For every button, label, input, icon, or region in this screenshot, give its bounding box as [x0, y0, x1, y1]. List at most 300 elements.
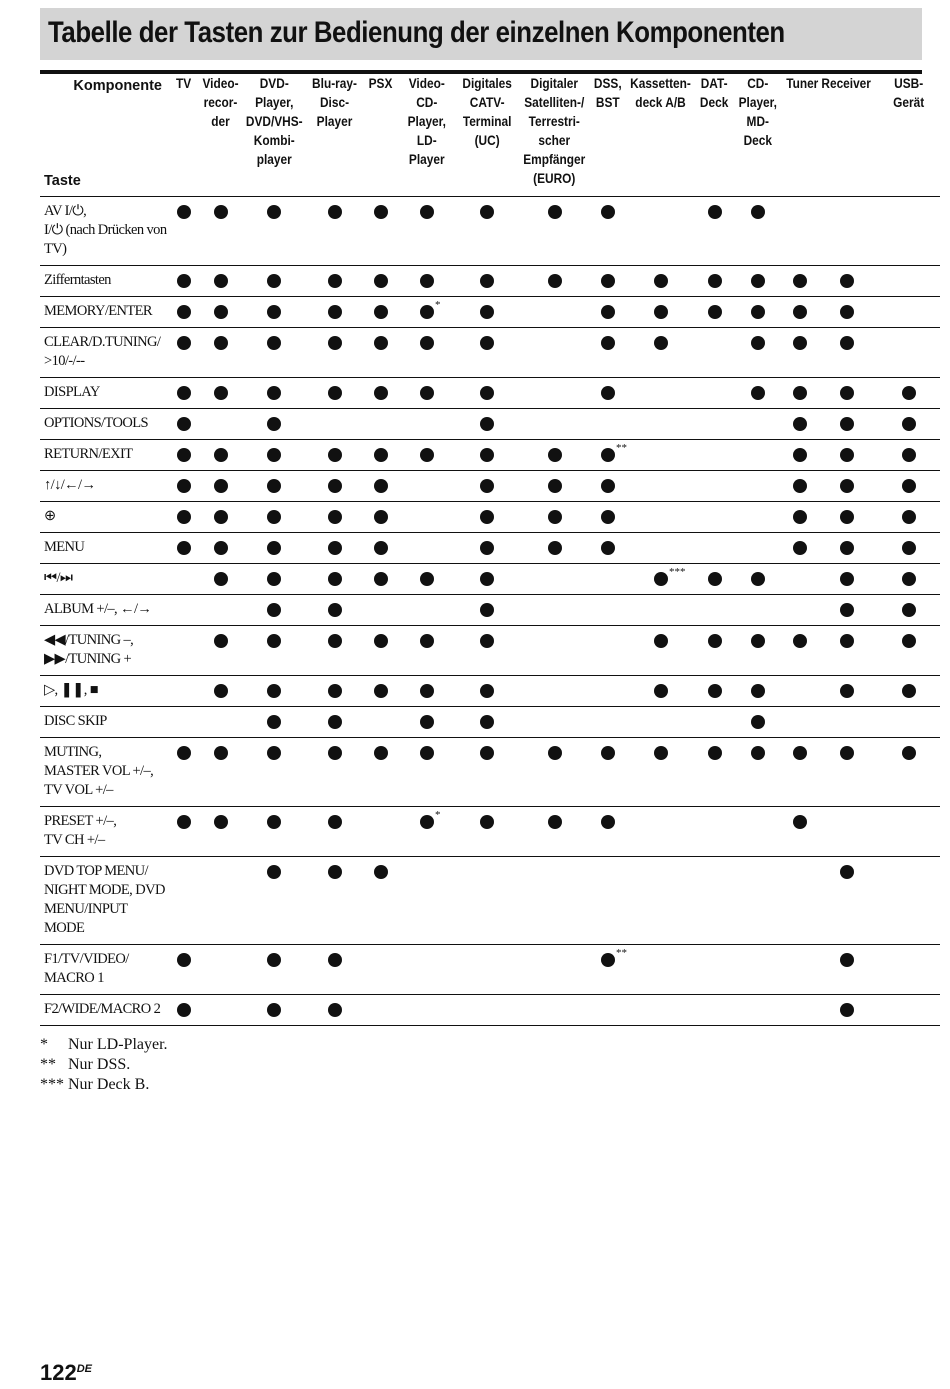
column-header-label: Kassetten- deck A/B — [630, 76, 692, 110]
mark-cell — [784, 738, 816, 807]
mark-cell — [625, 995, 697, 1026]
supported-dot-wrap — [480, 595, 494, 622]
mark-cell — [199, 440, 242, 471]
mark-cell — [199, 857, 242, 945]
supported-dot-wrap — [328, 626, 342, 653]
supported-dot-wrap — [902, 378, 916, 405]
mark-cell — [306, 738, 363, 807]
supported-dot-wrap — [374, 738, 388, 765]
supported-dot-icon — [708, 684, 722, 698]
supported-dot-wrap — [793, 409, 807, 436]
supported-dot-icon — [267, 510, 281, 524]
supported-dot-icon — [840, 746, 854, 760]
mark-cell — [877, 857, 940, 945]
supported-dot-wrap — [751, 564, 765, 591]
column-header — [456, 74, 518, 197]
mark-cell — [456, 676, 518, 707]
supported-dot-wrap — [214, 738, 228, 765]
supported-dot-icon — [267, 274, 281, 288]
supported-dot-wrap — [177, 738, 191, 765]
mark-cell — [398, 440, 456, 471]
supported-dot-wrap — [267, 595, 281, 622]
mark-cell — [784, 995, 816, 1026]
supported-dot-wrap — [328, 857, 342, 884]
mark-cell — [456, 266, 518, 297]
mark-cell — [398, 857, 456, 945]
mark-cell — [306, 502, 363, 533]
supported-dot-icon — [374, 541, 388, 555]
supported-dot-icon — [480, 634, 494, 648]
supported-dot-wrap — [751, 197, 765, 224]
supported-dot-wrap — [420, 707, 434, 734]
mark-cell — [398, 328, 456, 378]
mark-cell — [363, 995, 398, 1026]
supported-dot-icon — [480, 815, 494, 829]
mark-cell — [306, 440, 363, 471]
mark-cell — [456, 807, 518, 857]
supported-dot-icon — [177, 417, 191, 431]
supported-dot-wrap — [840, 533, 854, 560]
supported-dot-icon — [654, 572, 668, 586]
supported-dot-icon — [548, 205, 562, 219]
supported-dot-icon — [177, 541, 191, 555]
supported-dot-wrap — [480, 564, 494, 591]
mark-cell — [398, 197, 456, 266]
supported-dot-icon — [793, 479, 807, 493]
mark-cell — [625, 626, 697, 676]
table-row — [40, 328, 940, 378]
mark-cell — [625, 676, 697, 707]
supported-dot-icon — [480, 715, 494, 729]
mark-cell — [625, 378, 697, 409]
mark-cell — [697, 297, 732, 328]
key-component-table — [40, 74, 940, 1026]
supported-dot-icon — [420, 634, 434, 648]
mark-cell — [456, 945, 518, 995]
supported-dot-icon — [751, 572, 765, 586]
mark-cell — [242, 676, 306, 707]
supported-dot-wrap — [374, 440, 388, 467]
supported-dot-icon — [480, 510, 494, 524]
supported-dot-icon — [267, 305, 281, 319]
supported-dot-wrap — [793, 328, 807, 355]
mark-cell — [398, 595, 456, 626]
supported-dot-icon — [328, 684, 342, 698]
supported-dot-wrap — [214, 378, 228, 405]
mark-cell — [306, 564, 363, 595]
supported-dot-icon — [177, 953, 191, 967]
key-label: MEMORY/ENTER — [40, 297, 168, 328]
mark-cell — [456, 738, 518, 807]
mark-cell — [816, 738, 877, 807]
supported-dot-icon — [654, 336, 668, 350]
supported-dot-icon — [840, 603, 854, 617]
mark-cell — [363, 471, 398, 502]
supported-dot-wrap — [328, 707, 342, 734]
mark-cell — [363, 564, 398, 595]
mark-cell — [242, 738, 306, 807]
supported-dot-icon — [374, 746, 388, 760]
supported-dot-icon — [601, 746, 615, 760]
mark-cell — [363, 328, 398, 378]
supported-dot-icon — [374, 572, 388, 586]
column-header — [697, 74, 732, 197]
column-header-label: DAT- Deck — [700, 76, 729, 110]
supported-dot-wrap — [480, 626, 494, 653]
supported-dot-icon — [214, 305, 228, 319]
mark-cell — [591, 626, 625, 676]
supported-dot-wrap — [654, 738, 668, 765]
supported-dot-wrap — [601, 533, 615, 560]
mark-cell — [625, 409, 697, 440]
supported-dot-icon — [267, 541, 281, 555]
column-header-label: CD- Player, MD- Deck — [738, 76, 778, 148]
mark-cell — [591, 471, 625, 502]
supported-dot-wrap — [480, 297, 494, 324]
supported-dot-wrap — [793, 807, 807, 834]
supported-dot-wrap — [601, 807, 615, 834]
mark-cell — [784, 502, 816, 533]
mark-cell — [625, 738, 697, 807]
mark-cell — [199, 197, 242, 266]
supported-dot-icon — [328, 274, 342, 288]
mark-cell — [784, 440, 816, 471]
mark-cell — [732, 564, 784, 595]
supported-dot-icon — [328, 1003, 342, 1017]
mark-cell — [784, 857, 816, 945]
mark-cell — [168, 626, 199, 676]
mark-cell — [732, 378, 784, 409]
mark-cell — [456, 595, 518, 626]
supported-dot-icon — [177, 386, 191, 400]
mark-cell — [398, 409, 456, 440]
supported-dot-icon — [708, 305, 722, 319]
mark-cell — [456, 378, 518, 409]
mark-cell — [877, 564, 940, 595]
table-row — [40, 533, 940, 564]
supported-dot-wrap — [374, 197, 388, 224]
supported-dot-icon — [601, 305, 615, 319]
supported-dot-wrap — [374, 328, 388, 355]
corner-cell — [40, 74, 168, 197]
mark-cell — [168, 409, 199, 440]
mark-cell — [816, 564, 877, 595]
supported-dot-icon — [374, 634, 388, 648]
supported-dot-icon — [793, 417, 807, 431]
supported-dot-wrap — [840, 328, 854, 355]
key-label: ⏮/⏭ — [40, 564, 168, 595]
mark-cell — [168, 297, 199, 328]
mark-cell — [242, 409, 306, 440]
supported-dot-wrap — [177, 502, 191, 529]
mark-cell — [398, 995, 456, 1026]
mark-cell — [168, 945, 199, 995]
supported-dot-wrap — [267, 945, 281, 972]
mark-cell — [784, 626, 816, 676]
mark-cell — [168, 595, 199, 626]
key-label: DISPLAY — [40, 378, 168, 409]
supported-dot-wrap — [601, 266, 615, 293]
supported-dot-wrap — [420, 440, 434, 467]
mark-cell — [784, 945, 816, 995]
supported-dot-icon — [601, 205, 615, 219]
supported-dot-icon — [601, 510, 615, 524]
mark-cell — [306, 945, 363, 995]
supported-dot-icon — [601, 448, 615, 462]
supported-dot-icon — [480, 305, 494, 319]
supported-dot-wrap — [793, 626, 807, 653]
supported-dot-wrap — [267, 995, 281, 1022]
supported-dot-wrap — [840, 857, 854, 884]
supported-dot-icon — [267, 634, 281, 648]
supported-dot-wrap — [267, 440, 281, 467]
supported-dot-wrap — [328, 297, 342, 324]
mark-cell — [732, 502, 784, 533]
supported-dot-icon — [267, 572, 281, 586]
mark-cell — [877, 440, 940, 471]
supported-dot-icon — [548, 274, 562, 288]
key-label: ↑/↓/←/→ — [40, 471, 168, 502]
mark-cell — [518, 471, 591, 502]
mark-cell — [242, 626, 306, 676]
key-label: ◀◀/TUNING –, ▶▶/TUNING + — [40, 626, 168, 676]
mark-cell — [518, 266, 591, 297]
supported-dot-icon — [793, 386, 807, 400]
column-header — [625, 74, 697, 197]
column-header — [784, 74, 819, 197]
mark-cell — [591, 564, 625, 595]
supported-dot-wrap — [601, 945, 627, 972]
supported-dot-wrap — [708, 626, 722, 653]
mark-cell — [168, 266, 199, 297]
key-label: AV I/⏻, I/⏻ (nach Drücken von TV) — [40, 197, 168, 266]
supported-dot-wrap — [840, 995, 854, 1022]
supported-dot-icon — [751, 746, 765, 760]
supported-dot-wrap — [328, 595, 342, 622]
supported-dot-icon — [328, 386, 342, 400]
mark-cell — [732, 945, 784, 995]
mark-cell — [697, 738, 732, 807]
supported-dot-wrap — [751, 328, 765, 355]
mark-cell — [877, 995, 940, 1026]
supported-dot-wrap — [751, 707, 765, 734]
supported-dot-wrap — [177, 440, 191, 467]
mark-cell — [784, 378, 816, 409]
supported-dot-icon — [328, 448, 342, 462]
supported-dot-icon — [267, 684, 281, 698]
mark-cell — [816, 409, 877, 440]
supported-dot-wrap — [328, 197, 342, 224]
mark-cell — [591, 440, 625, 471]
mark-cell — [199, 626, 242, 676]
supported-dot-wrap — [267, 564, 281, 591]
supported-dot-wrap — [214, 807, 228, 834]
supported-dot-wrap — [267, 707, 281, 734]
supported-dot-wrap — [480, 533, 494, 560]
mark-cell — [518, 945, 591, 995]
key-label: MENU — [40, 533, 168, 564]
column-header — [816, 74, 877, 197]
mark-cell — [518, 409, 591, 440]
supported-dot-icon — [548, 746, 562, 760]
mark-cell — [168, 857, 199, 945]
mark-cell — [518, 676, 591, 707]
supported-dot-icon — [177, 1003, 191, 1017]
supported-dot-wrap — [214, 626, 228, 653]
supported-dot-wrap — [548, 471, 562, 498]
page-number-value: 122 — [40, 1360, 77, 1385]
mark-cell — [518, 738, 591, 807]
mark-cell — [398, 378, 456, 409]
supported-dot-icon — [328, 205, 342, 219]
table-row — [40, 197, 940, 266]
supported-dot-wrap — [328, 471, 342, 498]
supported-dot-icon — [902, 417, 916, 431]
mark-cell — [398, 676, 456, 707]
mark-cell — [784, 595, 816, 626]
mark-cell — [456, 857, 518, 945]
supported-dot-icon — [840, 634, 854, 648]
mark-cell — [784, 564, 816, 595]
supported-dot-icon — [840, 386, 854, 400]
mark-cell — [697, 409, 732, 440]
mark-cell — [591, 266, 625, 297]
mark-cell — [697, 328, 732, 378]
supported-dot-wrap — [708, 266, 722, 293]
supported-dot-wrap — [328, 738, 342, 765]
supported-dot-icon — [420, 815, 434, 829]
mark-cell — [306, 197, 363, 266]
mark-cell — [697, 995, 732, 1026]
supported-dot-icon — [374, 684, 388, 698]
supported-dot-icon — [548, 448, 562, 462]
page-title: Tabelle der Tasten zur Bedienung der einzelnen Komponenten — [48, 16, 785, 49]
supported-dot-wrap — [601, 378, 615, 405]
supported-dot-wrap — [840, 471, 854, 498]
mark-cell — [199, 328, 242, 378]
supported-dot-wrap — [793, 440, 807, 467]
mark-cell — [816, 197, 877, 266]
mark-cell — [518, 707, 591, 738]
supported-dot-wrap — [840, 502, 854, 529]
supported-dot-wrap — [480, 807, 494, 834]
supported-dot-icon — [708, 572, 722, 586]
supported-dot-wrap — [177, 409, 191, 436]
mark-cell — [398, 707, 456, 738]
key-label: F2/WIDE/MACRO 2 — [40, 995, 168, 1026]
supported-dot-icon — [548, 479, 562, 493]
key-axis-label: Taste — [44, 173, 81, 189]
supported-dot-wrap — [267, 502, 281, 529]
mark-cell — [199, 471, 242, 502]
key-label: F1/TV/VIDEO/ MACRO 1 — [40, 945, 168, 995]
supported-dot-icon — [902, 634, 916, 648]
supported-dot-icon — [840, 1003, 854, 1017]
mark-cell — [456, 626, 518, 676]
supported-dot-icon — [328, 603, 342, 617]
table-row — [40, 995, 940, 1026]
supported-dot-icon — [374, 479, 388, 493]
mark-cell — [242, 378, 306, 409]
mark-cell — [697, 378, 732, 409]
supported-dot-icon — [214, 386, 228, 400]
supported-dot-icon — [480, 684, 494, 698]
mark-cell — [306, 328, 363, 378]
mark-cell — [168, 533, 199, 564]
supported-dot-wrap — [177, 378, 191, 405]
mark-cell — [168, 440, 199, 471]
supported-dot-icon — [793, 541, 807, 555]
mark-cell — [784, 807, 816, 857]
supported-dot-icon — [214, 510, 228, 524]
column-header — [398, 74, 456, 197]
mark-cell — [816, 297, 877, 328]
supported-dot-wrap — [177, 533, 191, 560]
mark-cell — [591, 197, 625, 266]
mark-cell — [518, 328, 591, 378]
supported-dot-icon — [480, 205, 494, 219]
mark-cell — [732, 626, 784, 676]
column-header-label: Video- recor- der — [202, 76, 239, 129]
mark-cell — [456, 995, 518, 1026]
supported-dot-wrap — [548, 738, 562, 765]
supported-dot-wrap — [214, 471, 228, 498]
mark-cell — [816, 266, 877, 297]
mark-cell — [732, 328, 784, 378]
mark-cell — [732, 197, 784, 266]
mark-cell — [199, 564, 242, 595]
supported-dot-wrap — [267, 807, 281, 834]
supported-dot-icon — [751, 305, 765, 319]
mark-cell — [363, 807, 398, 857]
mark-cell — [398, 807, 456, 857]
supported-dot-wrap — [177, 328, 191, 355]
supported-dot-icon — [480, 479, 494, 493]
supported-dot-icon — [267, 1003, 281, 1017]
mark-cell — [784, 409, 816, 440]
mark-cell — [199, 378, 242, 409]
mark-cell — [398, 738, 456, 807]
supported-dot-icon — [548, 815, 562, 829]
table-row — [40, 266, 940, 297]
supported-dot-wrap — [793, 738, 807, 765]
mark-cell — [168, 564, 199, 595]
supported-dot-icon — [601, 274, 615, 288]
supported-dot-wrap — [328, 995, 342, 1022]
supported-dot-wrap — [267, 297, 281, 324]
supported-dot-icon — [267, 336, 281, 350]
supported-dot-icon — [840, 541, 854, 555]
mark-cell — [877, 945, 940, 995]
supported-dot-wrap — [267, 409, 281, 436]
mark-cell — [625, 197, 697, 266]
mark-cell — [816, 807, 877, 857]
mark-cell — [732, 266, 784, 297]
supported-dot-wrap — [708, 738, 722, 765]
supported-dot-wrap — [480, 502, 494, 529]
mark-cell — [877, 266, 940, 297]
supported-dot-wrap — [480, 378, 494, 405]
mark-cell — [199, 707, 242, 738]
supported-dot-icon — [902, 479, 916, 493]
supported-dot-icon — [328, 479, 342, 493]
supported-dot-wrap — [374, 857, 388, 884]
mark-cell — [168, 807, 199, 857]
mark-cell — [591, 533, 625, 564]
footnote — [40, 1075, 168, 1095]
supported-dot-wrap — [708, 297, 722, 324]
supported-dot-icon — [177, 815, 191, 829]
